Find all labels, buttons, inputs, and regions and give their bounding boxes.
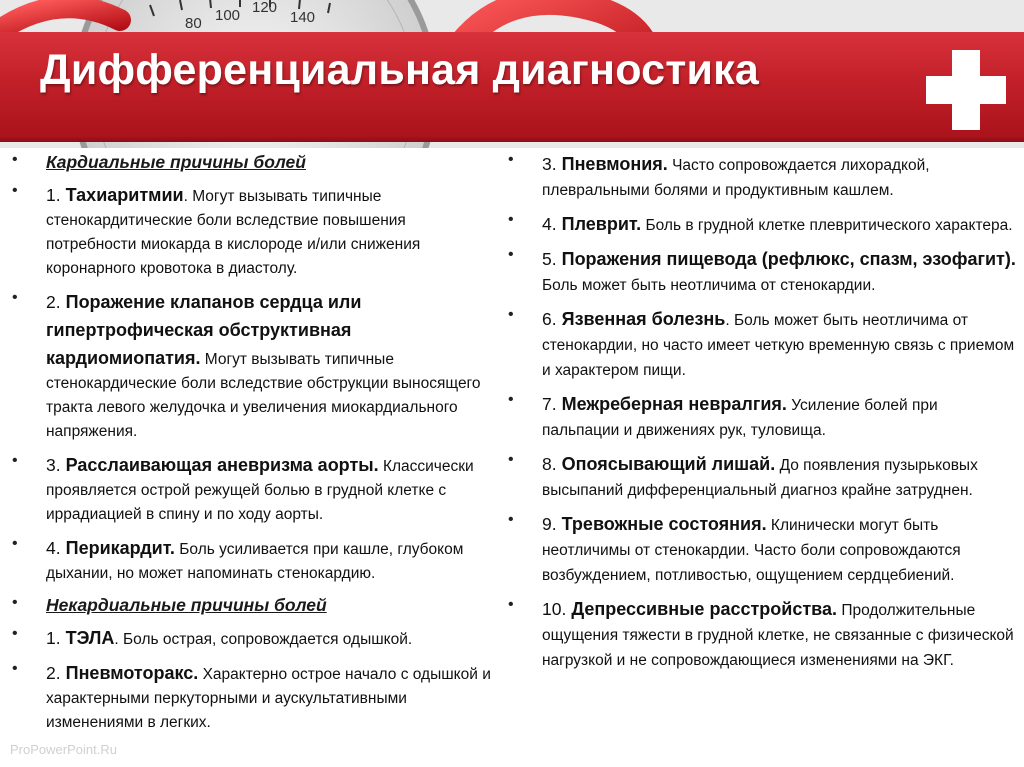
item-term: Перикардит.	[65, 538, 175, 558]
bullet: •	[508, 211, 514, 228]
item-term: Межреберная невралгия.	[561, 394, 787, 414]
item-number: 4.	[46, 538, 61, 558]
item-description: Боль в грудной клетке плевритического характера.	[641, 217, 1013, 234]
bullet: •	[12, 289, 18, 306]
gauge-label-120: 120	[252, 0, 278, 16]
item-number: 2.	[46, 292, 61, 312]
list-item	[12, 288, 500, 444]
bullet: •	[508, 246, 514, 263]
list-item	[12, 150, 500, 174]
medical-cross-icon	[920, 44, 1012, 136]
item-description: Боль усиливается при кашле, глубоком дыхании, но может напоминать стенокардию.	[46, 541, 464, 582]
bullet: •	[12, 625, 18, 642]
list-item	[12, 451, 500, 527]
bullet: •	[12, 660, 18, 677]
slide-header	[0, 0, 1024, 148]
item-term: Пневмоторакс.	[65, 663, 199, 683]
item-term: ТЭЛА	[65, 628, 115, 648]
list-item	[508, 245, 1016, 298]
bullet: •	[508, 596, 514, 613]
item-number: 4.	[542, 214, 557, 234]
left-list	[12, 150, 500, 735]
item-term: Поражение клапанов сердца или гипертрофическая обструктивная кардиомиопатия.	[46, 292, 362, 368]
list-item	[508, 450, 1016, 503]
item-number: 2.	[46, 663, 61, 683]
right-list	[508, 150, 1016, 673]
gauge-label-80: 80	[185, 15, 202, 32]
left-column	[12, 150, 500, 742]
item-number: 5.	[542, 249, 557, 269]
bullet: •	[12, 182, 18, 199]
item-number: 7.	[542, 394, 557, 414]
item-number: 3.	[542, 154, 557, 174]
item-term: Поражения пищевода (рефлюкс, спазм, эзофагит).	[561, 249, 1016, 269]
item-number: 9.	[542, 514, 557, 534]
list-item	[12, 593, 500, 617]
bullet: •	[508, 451, 514, 468]
item-term: Язвенная болезнь	[561, 309, 726, 329]
item-term: Тахиаритмии	[65, 185, 184, 205]
item-number: 8.	[542, 454, 557, 474]
bullet: •	[12, 535, 18, 552]
bullet: •	[12, 151, 18, 168]
item-description: . Боль острая, сопровождается одышкой.	[114, 631, 413, 648]
watermark: ProPowerPoint.Ru	[10, 742, 117, 757]
section-heading-noncardiac: Некардиальные причины болей	[46, 595, 327, 615]
list-item	[508, 150, 1016, 203]
gauge-label-100: 100	[215, 7, 241, 24]
section-heading-cardiac: Кардиальные причины болей	[46, 152, 306, 172]
item-number: 6.	[542, 309, 557, 329]
list-item	[508, 390, 1016, 443]
list-item	[12, 534, 500, 586]
list-item	[508, 595, 1016, 673]
item-number: 1.	[46, 185, 61, 205]
item-term: Опоясывающий лишай.	[561, 454, 776, 474]
list-item	[508, 305, 1016, 383]
bullet: •	[508, 151, 514, 168]
item-term: Пневмония.	[561, 154, 668, 174]
item-term: Плеврит.	[561, 214, 642, 234]
list-item	[508, 210, 1016, 238]
item-description: Боль может быть неотличима от стенокардии.	[542, 277, 876, 294]
item-number: 3.	[46, 455, 61, 475]
list-item	[12, 181, 500, 281]
item-description: До появления пузырьковых высыпаний дифференциальный диагноз крайне затруднен.	[542, 457, 978, 499]
list-item	[508, 510, 1016, 588]
gauge-label-140: 140	[290, 9, 316, 26]
item-description: Усиление болей при пальпации и движениях рук, туловища.	[542, 397, 938, 439]
item-description: Характерно острое начало с одышкой и характерными перкуторными и аускультативными изменениями в легких.	[46, 666, 491, 731]
list-item	[12, 624, 500, 652]
item-number: 1.	[46, 628, 61, 648]
item-description: . Могут вызывать типичные стенокардитические боли вследствие повышения потребности миокарда в кислороде и/или снижения коронарного кровотока в диастолу.	[46, 188, 421, 277]
item-description: Классически проявляется острой режущей болью в грудной клетке с иррадиацией в спину и по ходу аорты.	[46, 458, 474, 523]
item-number: 10.	[542, 599, 567, 619]
item-description: Клинически могут быть неотличимы от стенокардии. Часто боли сопровождаются возбуждением, потливостью, ощущением сердцебиений.	[542, 517, 961, 584]
item-description: Продолжительные ощущения тяжести в грудной клетке, не связанные с физической нагрузкой и не сопровождающиеся изменениями на ЭКГ.	[542, 602, 1014, 669]
bullet: •	[12, 594, 18, 611]
bullet: •	[508, 306, 514, 323]
list-item	[12, 659, 500, 735]
right-column	[508, 150, 1016, 680]
slide-title: Дифференциальная диагностика	[40, 46, 759, 94]
bullet: •	[508, 391, 514, 408]
item-description: Часто сопровождается лихорадкой, плевральными болями и продуктивным кашлем.	[542, 157, 930, 199]
item-term: Тревожные состояния.	[561, 514, 767, 534]
item-description: . Боль может быть неотличима от стенокардии, но часто имеет четкую временную связь с приемом и характером пищи.	[542, 312, 1015, 379]
bullet: •	[12, 452, 18, 469]
bullet: •	[508, 511, 514, 528]
item-term: Расслаивающая аневризма аорты.	[65, 455, 379, 475]
item-term: Депрессивные расстройства.	[571, 599, 838, 619]
item-description: Могут вызывать типичные стенокардические боли вследствие обструкции выносящего тракта левого желудочка и увеличения миокардиального напряжения.	[46, 351, 481, 440]
